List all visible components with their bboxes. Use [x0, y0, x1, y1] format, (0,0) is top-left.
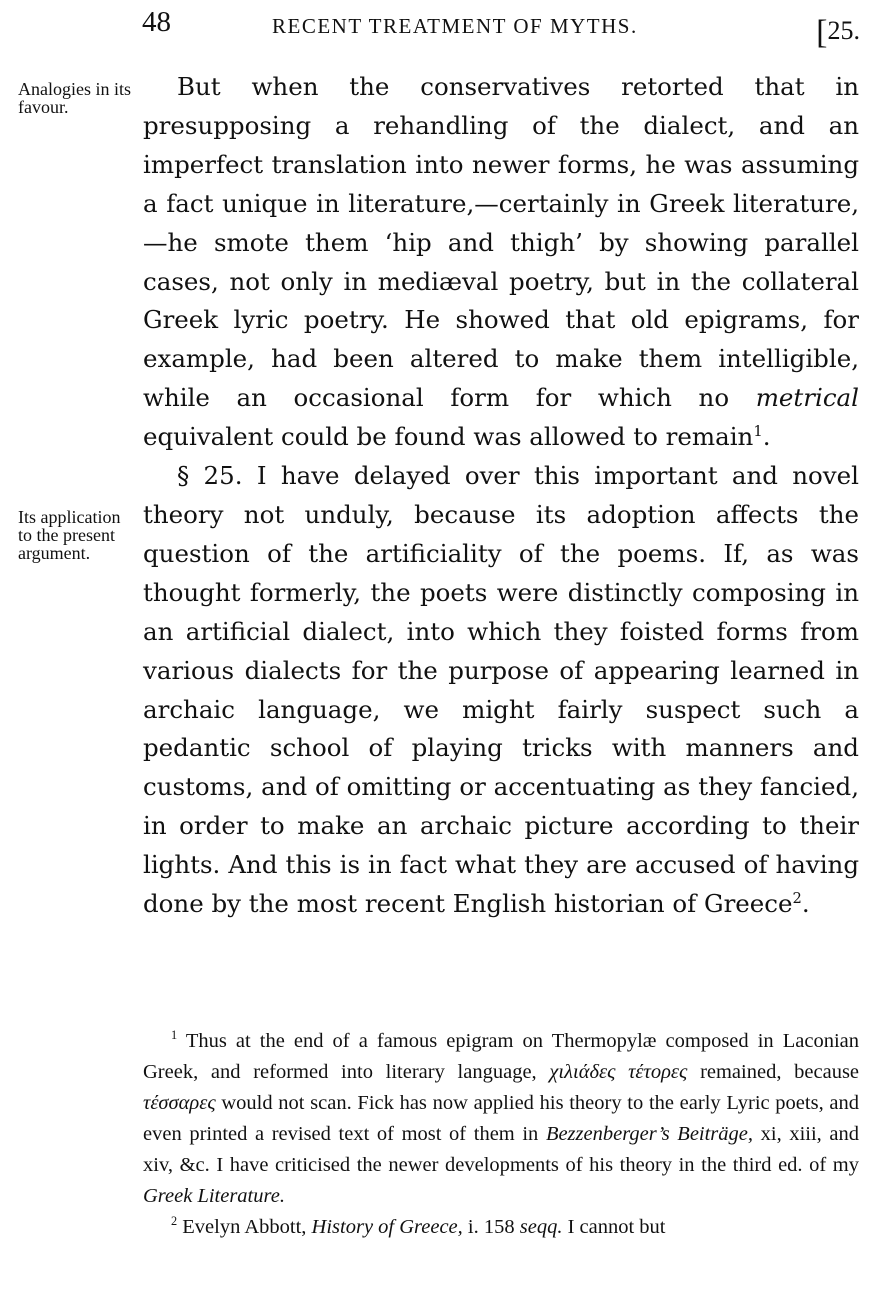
- section-indicator: [816, 10, 860, 51]
- running-header: [142, 6, 860, 51]
- section-mark: § 25.: [177, 461, 243, 491]
- margin-note-application: Its application to the present argument.: [18, 507, 121, 563]
- running-title: RECENT TREATMENT OF MYTHS.: [272, 14, 638, 38]
- main-text: [143, 68, 859, 924]
- footnotes: [143, 1026, 859, 1243]
- footnote-2-author: Evelyn Abbott,: [182, 1216, 307, 1238]
- italic-metrical: metrical: [755, 383, 859, 413]
- citation-greek-literature: Greek Literature.: [143, 1185, 285, 1207]
- footnote-2-tail: I cannot but: [567, 1216, 666, 1238]
- footnote-1-text: Thus at the end of a famous epigram on Thermopylæ composed in Laconian Greek, and reformed into literary language,: [143, 1030, 859, 1083]
- footnote-1-text-3: would not scan. Fick has now applied his theory to the early Lyric poets, and even printed a revised text of most of them in: [143, 1092, 859, 1145]
- footnote-1: [143, 1026, 859, 1212]
- footnote-1-text-4: xi, xiii, and xiv, &c. I have criticised the newer developments of his theory in the third ed. of my: [143, 1123, 860, 1176]
- paragraph-2-text: I have delayed over this important and novel theory not unduly, because its adoption affects the question of the artificiality of the poems. If, as was thought formerly, the poets were distinctly composing in an artificial dialect, into which they foisted forms from various dialects for the purpose of appearing learned in archaic language, we might fairly suspect such a pedantic school of playing tricks with manners and customs, and of omitting or accentuating as they fancied, in order to make an archaic picture according to their lights. And this is in fact what they are accused of having done by the most recent English historian of Greece: [143, 461, 859, 919]
- footnote-2-seqq: seqq.: [519, 1216, 563, 1238]
- section-number: 25.: [827, 16, 860, 45]
- footnote-1-marker: 1: [171, 1028, 178, 1043]
- footnote-ref-1[interactable]: 1: [753, 423, 763, 440]
- paragraph-2: [143, 457, 859, 924]
- page-number: 48: [142, 6, 171, 38]
- paragraph-1-end: .: [762, 422, 771, 452]
- greek-phrase-2: τέσσαρες: [143, 1092, 216, 1114]
- footnote-2-page: i. 158: [467, 1216, 515, 1238]
- greek-phrase-1: χιλιάδες τέτορες: [549, 1061, 688, 1083]
- section-bracket: [: [816, 14, 828, 51]
- citation-beitrage: Bezzenberger’s Beiträge,: [545, 1123, 754, 1145]
- footnote-2: [143, 1212, 859, 1243]
- footnote-2-marker: 2: [171, 1214, 178, 1229]
- paragraph-1: [143, 68, 859, 457]
- margin-note-analogies: Analogies in its favour.: [18, 79, 131, 117]
- citation-history-of-greece: History of Greece,: [311, 1216, 463, 1238]
- footnote-ref-2[interactable]: 2: [792, 889, 802, 907]
- paragraph-2-end: .: [801, 889, 810, 919]
- footnote-1-text-2: remained, because: [700, 1061, 860, 1083]
- paragraph-1-tail: equivalent could be found was allowed to remain: [143, 422, 754, 452]
- paragraph-1-text: But when the conservatives retorted that in presupposing a rehandling of the dialect, and an imperfect translation into newer forms, he was assuming a fact unique in literature,—certainly in Greek literature,—he smote them ‘hip and thigh’ by showing parallel cases, not only in mediæval poetry, but in the collateral Greek lyric poetry. He showed that old epigrams, for example, had been altered to make them intelligible, while an occasional form for which no: [143, 72, 859, 413]
